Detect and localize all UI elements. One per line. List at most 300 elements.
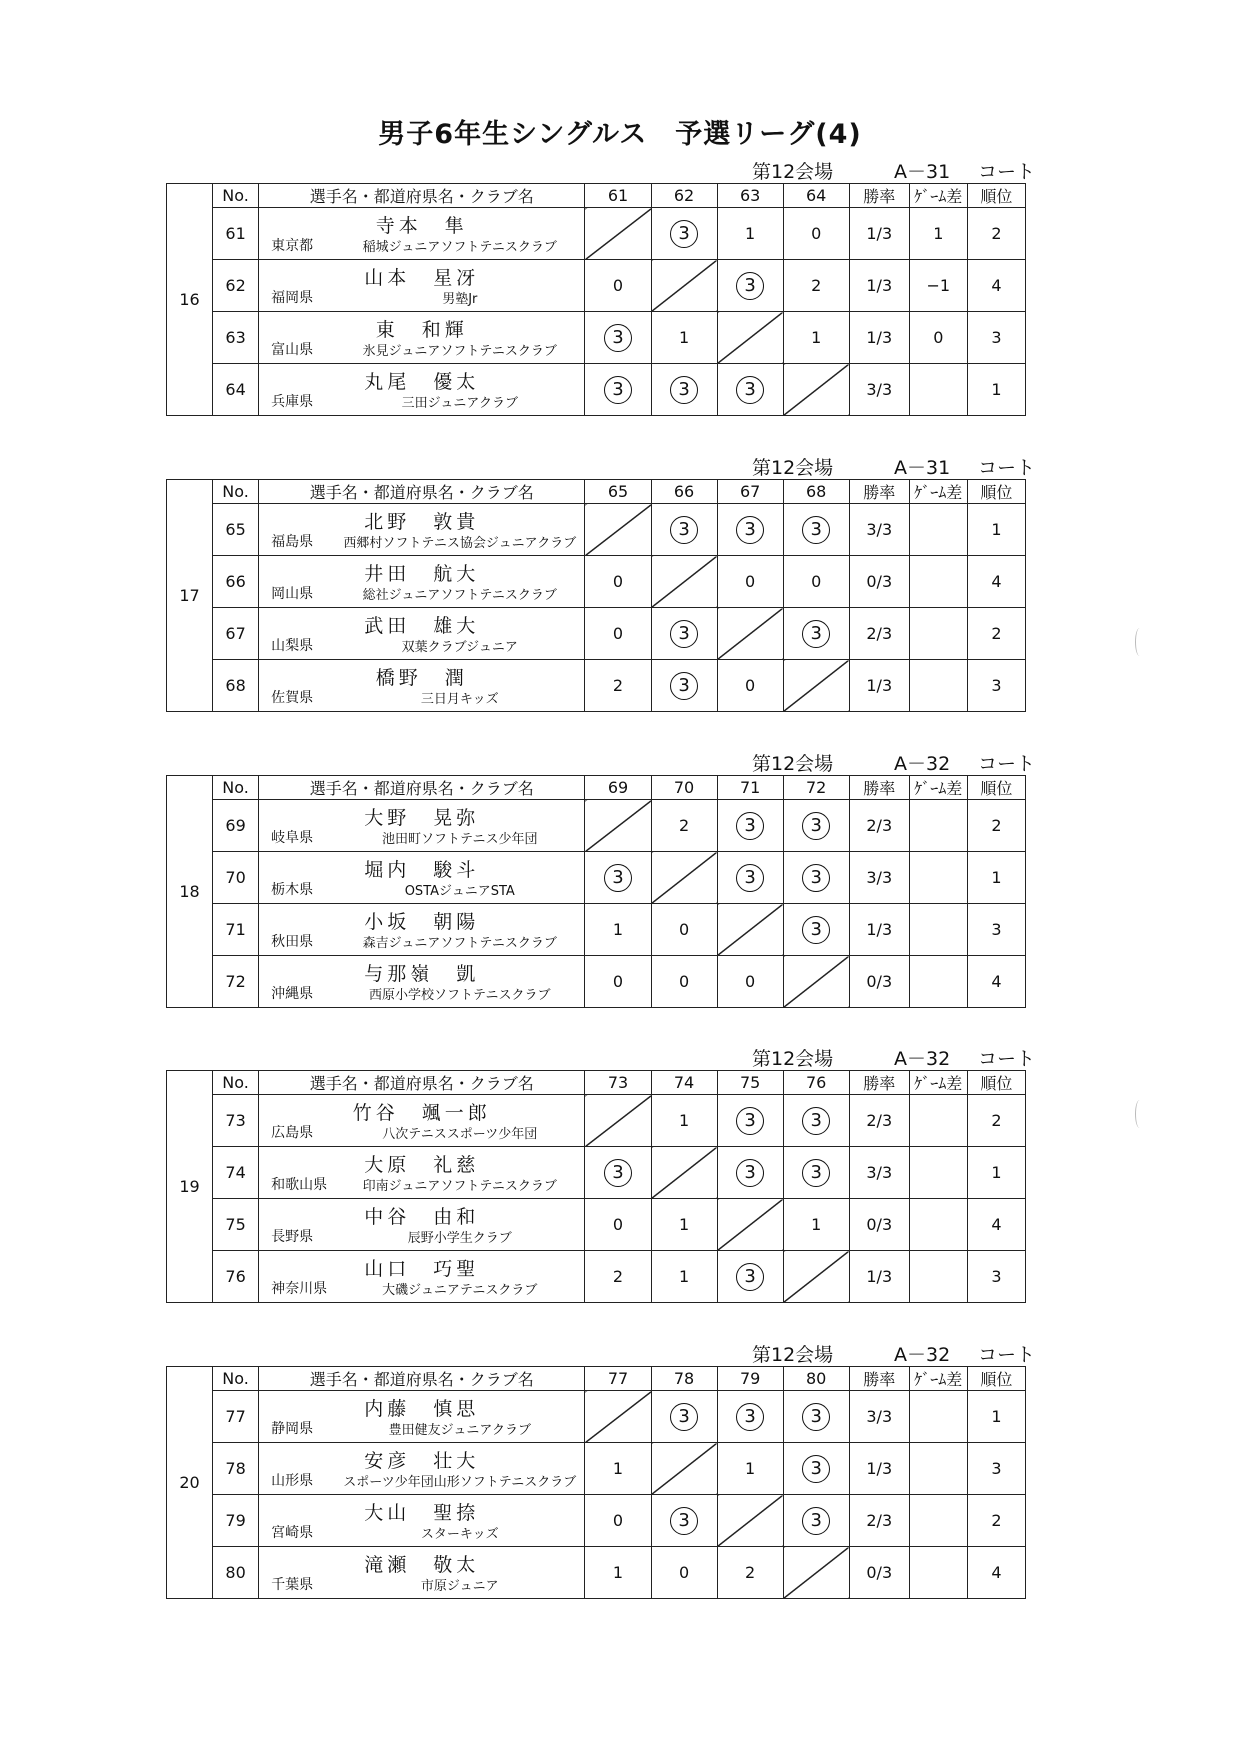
player-no: 72: [213, 956, 259, 1008]
match-result: 2: [585, 1251, 651, 1303]
player-club: 三田ジュニアクラブ: [401, 396, 518, 411]
court-info: [752, 1044, 1036, 1070]
header-row: [167, 1071, 1026, 1095]
player-prefecture: 岡山県: [271, 586, 314, 602]
player-info: [259, 1547, 585, 1599]
game-diff: [909, 660, 967, 712]
player-row: [167, 800, 1026, 852]
player-info: [259, 1251, 585, 1303]
player-club: 森吉ジュニアソフトテニスクラブ: [362, 936, 557, 951]
game-diff-header: ｹﾞｰﾑ差: [909, 776, 967, 800]
court-code: A－32: [894, 1344, 951, 1366]
court-code: A－32: [894, 753, 951, 775]
player-name: 竹谷 颯一郎: [352, 1102, 491, 1124]
player-row: [167, 1147, 1026, 1199]
player-row: [167, 504, 1026, 556]
player-row: [167, 1547, 1026, 1599]
player-rank: 4: [967, 260, 1025, 312]
court-label: コート: [978, 1344, 1036, 1366]
self-match-cell: [585, 208, 651, 260]
match-result: 2: [585, 660, 651, 712]
win-circle: 3: [802, 916, 830, 944]
player-prefecture: 宮崎県: [271, 1525, 314, 1541]
player-rank: 2: [967, 1495, 1025, 1547]
player-prefecture: 福岡県: [271, 290, 314, 306]
game-diff: [909, 904, 967, 956]
rate-header: 勝率: [849, 1071, 909, 1095]
player-club: 男塾Jr: [442, 292, 478, 307]
player-no: 63: [213, 312, 259, 364]
win-rate: 0/3: [849, 1199, 909, 1251]
win-rate: 1/3: [849, 904, 909, 956]
player-prefecture: 千葉県: [271, 1577, 314, 1593]
player-row: [167, 312, 1026, 364]
player-rank: 3: [967, 1443, 1025, 1495]
player-name: 小坂 朝陽: [364, 911, 480, 933]
player-name: 橋野 潤: [375, 667, 468, 689]
venue-label: 第12会場: [752, 1048, 834, 1070]
player-name: 武田 雄大: [364, 615, 480, 637]
player-club: 八次テニススポーツ少年団: [382, 1127, 538, 1142]
player-prefecture: 富山県: [271, 342, 314, 358]
win-rate: 0/3: [849, 1547, 909, 1599]
win-rate: 3/3: [849, 1147, 909, 1199]
win-rate: 0/3: [849, 956, 909, 1008]
game-diff: [909, 956, 967, 1008]
match-result: 0: [585, 1199, 651, 1251]
self-match-cell: [783, 1251, 849, 1303]
self-match-cell: [585, 1391, 651, 1443]
self-match-cell: [717, 312, 783, 364]
game-diff: [909, 556, 967, 608]
opponent-col-header: 62: [651, 184, 717, 208]
no-header: No.: [213, 1071, 259, 1095]
win-rate: 3/3: [849, 852, 909, 904]
game-diff: −1: [909, 260, 967, 312]
player-prefecture: 秋田県: [271, 934, 314, 950]
win-circle: 3: [736, 1107, 764, 1135]
player-no: 62: [213, 260, 259, 312]
player-row: [167, 1199, 1026, 1251]
opponent-col-header: 65: [585, 480, 651, 504]
self-match-cell: [717, 608, 783, 660]
player-name: 与那嶺 凱: [364, 963, 480, 985]
player-rank: 2: [967, 1095, 1025, 1147]
player-prefecture: 栃木県: [271, 882, 314, 898]
win-circle: 3: [802, 812, 830, 840]
match-result: 0: [585, 556, 651, 608]
player-club: 氷見ジュニアソフトテニスクラブ: [362, 344, 557, 359]
player-info: [259, 608, 585, 660]
win-circle: 3: [670, 516, 698, 544]
player-no: 75: [213, 1199, 259, 1251]
win-circle: 3: [736, 272, 764, 300]
player-info: [259, 504, 585, 556]
rate-header: 勝率: [849, 1367, 909, 1391]
player-rank: 4: [967, 1547, 1025, 1599]
player-prefecture: 神奈川県: [271, 1281, 328, 1297]
player-rank: 3: [967, 904, 1025, 956]
header-row: [167, 776, 1026, 800]
court-label: コート: [978, 1048, 1036, 1070]
match-result-win: [783, 800, 849, 852]
player-rank: 1: [967, 364, 1025, 416]
self-match-cell: [651, 556, 717, 608]
player-row: [167, 608, 1026, 660]
player-name: 丸尾 優太: [364, 371, 480, 393]
player-no: 64: [213, 364, 259, 416]
player-club: 池田町ソフトテニス少年団: [382, 832, 538, 847]
match-result: 0: [717, 556, 783, 608]
player-info: [259, 1095, 585, 1147]
player-row: [167, 556, 1026, 608]
game-diff: [909, 1251, 967, 1303]
league-table: [166, 1366, 1026, 1599]
match-result-win: [783, 852, 849, 904]
court-info: [752, 157, 1036, 183]
player-rank: 2: [967, 800, 1025, 852]
game-diff: [909, 1095, 967, 1147]
win-rate: 2/3: [849, 800, 909, 852]
player-no: 66: [213, 556, 259, 608]
match-result: 1: [651, 1251, 717, 1303]
player-name: 滝瀬 敬太: [364, 1554, 480, 1576]
no-header: No.: [213, 184, 259, 208]
venue-label: 第12会場: [752, 161, 834, 183]
opponent-col-header: 64: [783, 184, 849, 208]
player-name: 井田 航大: [364, 563, 480, 585]
match-result: 1: [651, 1199, 717, 1251]
match-result-win: [717, 1251, 783, 1303]
match-result: 0: [651, 956, 717, 1008]
win-circle: 3: [670, 376, 698, 404]
win-circle: 3: [802, 864, 830, 892]
match-result: 0: [717, 956, 783, 1008]
win-rate: 2/3: [849, 608, 909, 660]
win-rate: 1/3: [849, 260, 909, 312]
header-row: [167, 1367, 1026, 1391]
player-name: 中谷 由和: [364, 1206, 480, 1228]
player-no: 67: [213, 608, 259, 660]
match-result: 0: [651, 1547, 717, 1599]
match-result: 0: [585, 608, 651, 660]
match-result: 0: [717, 660, 783, 712]
win-circle: 3: [736, 1403, 764, 1431]
match-result: 1: [717, 1443, 783, 1495]
player-club: 印南ジュニアソフトテニスクラブ: [362, 1179, 557, 1194]
opponent-col-header: 66: [651, 480, 717, 504]
player-name: 堀内 駿斗: [364, 859, 480, 881]
player-row: [167, 660, 1026, 712]
rank-header: 順位: [967, 184, 1025, 208]
match-result: 2: [783, 260, 849, 312]
court-label: コート: [978, 161, 1036, 183]
game-diff-header: ｹﾞｰﾑ差: [909, 184, 967, 208]
opponent-col-header: 80: [783, 1367, 849, 1391]
no-header: No.: [213, 1367, 259, 1391]
win-circle: 3: [802, 1107, 830, 1135]
rate-header: 勝率: [849, 776, 909, 800]
player-prefecture: 沖縄県: [271, 986, 314, 1002]
opponent-col-header: 68: [783, 480, 849, 504]
player-rank: 1: [967, 852, 1025, 904]
player-rank: 1: [967, 504, 1025, 556]
game-diff: [909, 608, 967, 660]
page-title: 男子6年生シングルス 予選リーグ(4): [378, 119, 862, 150]
player-info: [259, 1495, 585, 1547]
rate-header: 勝率: [849, 184, 909, 208]
player-no: 61: [213, 208, 259, 260]
match-result-win: [717, 1147, 783, 1199]
court-info: [752, 453, 1036, 479]
match-result: 0: [585, 956, 651, 1008]
opponent-col-header: 74: [651, 1071, 717, 1095]
game-diff: 0: [909, 312, 967, 364]
match-result-win: [783, 504, 849, 556]
match-result-win: [783, 1443, 849, 1495]
match-result-win: [783, 1391, 849, 1443]
player-club: スポーツ少年団山形ソフトテニスクラブ: [343, 1475, 577, 1490]
court-label: コート: [978, 457, 1036, 479]
win-circle: 3: [802, 1455, 830, 1483]
rank-header: 順位: [967, 1367, 1025, 1391]
match-result: 1: [651, 1095, 717, 1147]
win-circle: 3: [802, 1507, 830, 1535]
player-header: 選手名・都道府県名・クラブ名: [259, 776, 585, 800]
player-info: [259, 800, 585, 852]
court-info: [752, 749, 1036, 775]
win-circle: 3: [736, 1263, 764, 1291]
self-match-cell: [783, 956, 849, 1008]
match-result-win: [717, 260, 783, 312]
match-result: 1: [585, 1443, 651, 1495]
venue-label: 第12会場: [752, 457, 834, 479]
game-diff-header: ｹﾞｰﾑ差: [909, 1071, 967, 1095]
player-name: 大山 聖捺: [364, 1502, 480, 1524]
player-club: 市原ジュニア: [420, 1579, 499, 1594]
player-info: [259, 556, 585, 608]
player-prefecture: 福島県: [271, 534, 314, 550]
match-result-win: [783, 1495, 849, 1547]
player-row: [167, 1391, 1026, 1443]
game-diff: [909, 504, 967, 556]
player-header: 選手名・都道府県名・クラブ名: [259, 480, 585, 504]
player-header: 選手名・都道府県名・クラブ名: [259, 184, 585, 208]
court-info: [752, 1340, 1036, 1366]
player-row: [167, 364, 1026, 416]
opponent-col-header: 76: [783, 1071, 849, 1095]
group-number: 19: [167, 1071, 213, 1303]
game-diff: [909, 1199, 967, 1251]
game-diff: [909, 800, 967, 852]
self-match-cell: [585, 1095, 651, 1147]
player-info: [259, 1443, 585, 1495]
player-prefecture: 静岡県: [271, 1421, 314, 1437]
league-table: [166, 183, 1026, 416]
match-result-win: [783, 1095, 849, 1147]
win-rate: 1/3: [849, 1443, 909, 1495]
player-name: 山口 巧聖: [364, 1258, 480, 1280]
match-result-win: [585, 1147, 651, 1199]
player-info: [259, 260, 585, 312]
self-match-cell: [717, 1199, 783, 1251]
player-no: 71: [213, 904, 259, 956]
player-no: 69: [213, 800, 259, 852]
self-match-cell: [783, 660, 849, 712]
win-circle: 3: [802, 516, 830, 544]
rank-header: 順位: [967, 776, 1025, 800]
no-header: No.: [213, 776, 259, 800]
punch-hole-mark: [1135, 1100, 1144, 1128]
win-circle: 3: [802, 1403, 830, 1431]
match-result-win: [783, 1147, 849, 1199]
game-diff: [909, 364, 967, 416]
win-rate: 1/3: [849, 1251, 909, 1303]
self-match-cell: [585, 504, 651, 556]
court-label: コート: [978, 753, 1036, 775]
win-rate: 3/3: [849, 364, 909, 416]
group-number: 20: [167, 1367, 213, 1599]
player-club: 総社ジュニアソフトテニスクラブ: [362, 588, 557, 603]
player-name: 寺本 隼: [375, 215, 468, 237]
match-result: 0: [585, 1495, 651, 1547]
win-rate: 1/3: [849, 312, 909, 364]
player-no: 76: [213, 1251, 259, 1303]
player-info: [259, 904, 585, 956]
player-name: 北野 敦貴: [364, 511, 480, 533]
win-rate: 1/3: [849, 208, 909, 260]
opponent-col-header: 69: [585, 776, 651, 800]
match-result: 0: [783, 556, 849, 608]
player-club: 辰野小学生クラブ: [407, 1231, 512, 1246]
player-prefecture: 和歌山県: [271, 1177, 328, 1193]
win-circle: 3: [736, 376, 764, 404]
win-circle: 3: [802, 620, 830, 648]
player-rank: 4: [967, 556, 1025, 608]
self-match-cell: [717, 1495, 783, 1547]
win-rate: 3/3: [849, 504, 909, 556]
match-result-win: [651, 608, 717, 660]
win-circle: 3: [802, 1159, 830, 1187]
game-diff: [909, 852, 967, 904]
game-diff-header: ｹﾞｰﾑ差: [909, 1367, 967, 1391]
player-rank: 4: [967, 1199, 1025, 1251]
win-circle: 3: [736, 1159, 764, 1187]
win-circle: 3: [736, 812, 764, 840]
game-diff: [909, 1443, 967, 1495]
opponent-col-header: 73: [585, 1071, 651, 1095]
self-match-cell: [783, 364, 849, 416]
player-no: 70: [213, 852, 259, 904]
match-result-win: [651, 1495, 717, 1547]
player-row: [167, 904, 1026, 956]
league-table: [166, 479, 1026, 712]
match-result: 2: [717, 1547, 783, 1599]
win-circle: 3: [670, 1507, 698, 1535]
player-club: 豊田健友ジュニアクラブ: [388, 1423, 531, 1438]
player-no: 65: [213, 504, 259, 556]
no-header: No.: [213, 480, 259, 504]
win-circle: 3: [670, 1403, 698, 1431]
win-circle: 3: [604, 864, 632, 892]
player-rank: 4: [967, 956, 1025, 1008]
player-no: 68: [213, 660, 259, 712]
player-rank: 2: [967, 208, 1025, 260]
win-rate: 0/3: [849, 556, 909, 608]
player-prefecture: 山形県: [271, 1473, 314, 1489]
venue-label: 第12会場: [752, 1344, 834, 1366]
player-name: 内藤 慎思: [364, 1398, 480, 1420]
player-info: [259, 1199, 585, 1251]
player-header: 選手名・都道府県名・クラブ名: [259, 1367, 585, 1391]
court-code: A－31: [894, 457, 951, 479]
player-rank: 1: [967, 1147, 1025, 1199]
player-no: 79: [213, 1495, 259, 1547]
player-prefecture: 東京都: [271, 238, 314, 254]
match-result: 1: [585, 904, 651, 956]
player-info: [259, 312, 585, 364]
match-result: 1: [585, 1547, 651, 1599]
player-name: 大野 晃弥: [364, 807, 480, 829]
court-code: A－32: [894, 1048, 951, 1070]
match-result-win: [717, 1095, 783, 1147]
player-rank: 3: [967, 660, 1025, 712]
match-result-win: [717, 364, 783, 416]
player-rank: 3: [967, 1251, 1025, 1303]
opponent-col-header: 67: [717, 480, 783, 504]
player-info: [259, 956, 585, 1008]
game-diff-header: ｹﾞｰﾑ差: [909, 480, 967, 504]
player-info: [259, 364, 585, 416]
win-rate: 1/3: [849, 660, 909, 712]
opponent-col-header: 70: [651, 776, 717, 800]
group-number: 16: [167, 184, 213, 416]
header-row: [167, 480, 1026, 504]
game-diff: 1: [909, 208, 967, 260]
match-result-win: [585, 312, 651, 364]
game-diff: [909, 1547, 967, 1599]
win-circle: 3: [736, 864, 764, 892]
player-club: 双葉クラブジュニア: [401, 640, 518, 655]
match-result-win: [585, 852, 651, 904]
player-name: 安彦 壮大: [364, 1450, 480, 1472]
match-result-win: [717, 852, 783, 904]
player-header: 選手名・都道府県名・クラブ名: [259, 1071, 585, 1095]
win-circle: 3: [604, 376, 632, 404]
match-result-win: [783, 904, 849, 956]
player-club: 西原小学校ソフトテニスクラブ: [369, 988, 551, 1003]
opponent-col-header: 72: [783, 776, 849, 800]
league-table: [166, 1070, 1026, 1303]
opponent-col-header: 61: [585, 184, 651, 208]
win-circle: 3: [604, 1159, 632, 1187]
self-match-cell: [783, 1547, 849, 1599]
player-prefecture: 岐阜県: [271, 830, 314, 846]
player-prefecture: 兵庫県: [271, 394, 314, 410]
player-club: 西郷村ソフトテニス協会ジュニアクラブ: [343, 536, 577, 551]
player-prefecture: 山梨県: [271, 638, 314, 654]
player-row: [167, 208, 1026, 260]
venue-label: 第12会場: [752, 753, 834, 775]
player-row: [167, 1495, 1026, 1547]
self-match-cell: [651, 1147, 717, 1199]
player-info: [259, 1147, 585, 1199]
match-result-win: [717, 1391, 783, 1443]
match-result: 1: [717, 208, 783, 260]
player-row: [167, 852, 1026, 904]
player-club: 大磯ジュニアテニスクラブ: [382, 1283, 538, 1298]
win-circle: 3: [604, 324, 632, 352]
